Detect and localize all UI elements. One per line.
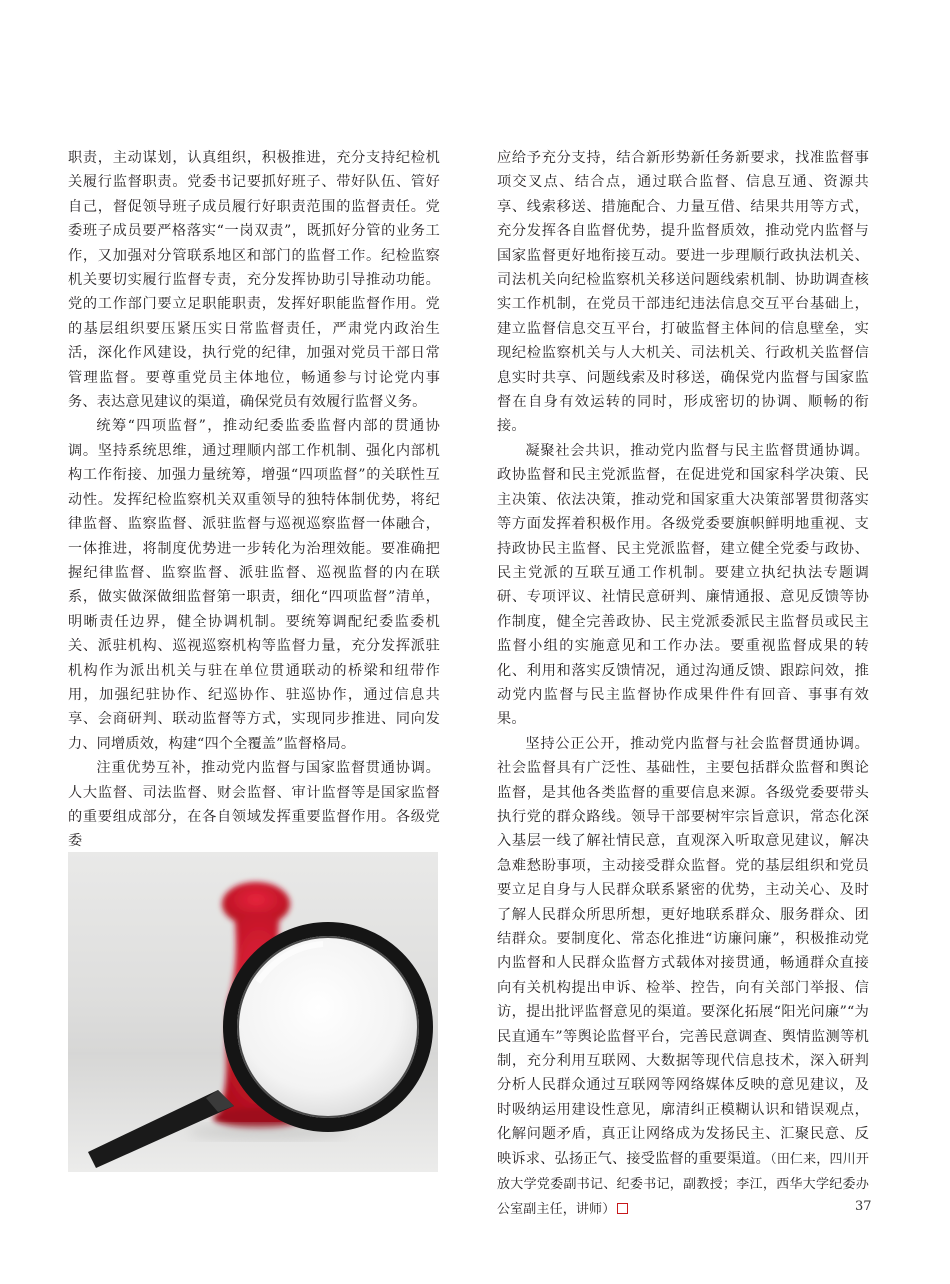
page-number: 37 <box>855 1199 872 1214</box>
paragraph-text: 坚持公正公开，推动党内监督与社会监督贯通协调。社会监督具有广泛性、基础性，主要包括群众监督和舆论监督，是其他各类监督的重要信息来源。各级党委要带头执行党的群众路线。领导干部要树牢宗旨意识，常态化深入基层一线了解社情民意，直观深入听取意见建议，解决急难愁盼事项，主动接受群众监督。党的基层组织和党员要立足自身与人民群众联系紧密的优势，主动关心、及时了解人民群众所思所想，更好地联系群众、服务群众、团结群众。要制度化、常态化推进“访廉问廉”，积极推动党内监督和人民群众监督方式载体对接贯通，畅通群众直接向有关机构提出申诉、检举、控告，向有关部门举报、信访，提出批评监督意见的渠道。要深化拓展“阳光问廉”“为民直通车”等舆论监督平台，完善民意调查、舆情监测等机制，充分利用互联网、大数据等现代信息技术，深入研判分析人民群众通过互联网等网络媒体反映的意见建议，及时吸纳运用建设性意见，廓清纠正模糊认识和错误观点，化解问题矛盾，真正让网络成为发扬民主、汇聚民意、反映诉求、弘扬正气、接受监督的重要渠道。 <box>497 735 869 1167</box>
author-note: （田仁来，四川开放大学党委副书记、纪委书记，副教授；李江，西华大学纪委办公室副主任，讲师） <box>497 1151 869 1218</box>
right-column <box>497 146 869 1223</box>
paragraph: 注重优势互补，推动党内监督与国家监督贯通协调。人大监督、司法监督、财会监督、审计监督等是国家监督的重要组成部分，在各自领域发挥重要监督作用。各级党委 <box>68 760 440 850</box>
paragraph: 应给予充分支持，结合新形势新任务新要求，找准监督事项交叉点、结合点，通过联合监督、信息互通、资源共享、线索移送、措施配合、力量互借、结果共用等方式，充分发挥各自监督优势，提升监督质效，推动党内监督与国家监督更好地衔接互动。要进一步理顺行政执法机关、司法机关向纪检监察机关移送问题线索机制、协助调查核实工作机制，在党员干部违纪违法信息交互平台基础上，建立监督信息交互平台，打破监督主体间的信息壁垒，实现纪检监察机关与人大机关、司法机关、行政机关监督信息实时共享、问题线索及时移送，确保党内监督与国家监督在自身有效运转的同时，形成密切的协调、顺畅的衔接。 <box>497 150 869 435</box>
paragraph: 统筹“四项监督”，推动纪委监委监督内部的贯通协调。坚持系统思维，通过理顺内部工作机制、强化内部机构工作衔接、加强力量统筹，增强“四项监督”的关联性互动性。发挥纪检监察机关双重领导的独特体制优势，将纪律监督、监察监督、派驻监督与巡视巡察监督一体融合，一体推进，将制度优势进一步转化为治理效能。要准确把握纪律监督、监察监督、派驻监督、巡视监督的内在联系，做实做深做细监督第一职责，细化“四项监督”清单，明晰责任边界，健全协调机制。要统筹调配纪委监委机关、派驻机构、巡视巡察机构等监督力量，充分发挥派驻机构作为派出机关与驻在单位贯通联动的桥梁和纽带作用，加强纪驻协作、纪巡协作、驻巡协作，通过信息共享、会商研判、联动监督等方式，实现同步推进、同向发力、同增质效，构建“四个全覆盖”监督格局。 <box>68 418 440 752</box>
left-column <box>68 146 440 854</box>
paragraph: 职责，主动谋划，认真组织，积极推进，充分支持纪检机关履行监督职责。党委书记要抓好班子、带好队伍、管好自己，督促领导班子成员履行好职责范围的监督责任。党委班子成员要严格落实“一岗双责”，既抓好分管的业务工作，又加强对分管联系地区和部门的监督工作。纪检监察机关要切实履行监督专责，充分发挥协助引导推动功能。党的工作部门要立足职能职责，发挥好职能监督作用。党的基层组织要压紧压实日常监督责任，严肃党内政治生活，深化作风建设，执行党的纪律，加强对党员干部日常管理监督。要尊重党员主体地位，畅通参与讨论党内事务、表达意见建议的渠道，确保党员有效履行监督义务。 <box>68 150 440 411</box>
end-of-article-icon <box>617 1203 628 1214</box>
paragraph: 凝聚社会共识，推动党内监督与民主监督贯通协调。政协监督和民主党派监督，在促进党和国家科学决策、民主决策、依法决策，推动党和国家重大决策部署贯彻落实等方面发挥着积极作用。各级党委要旗帜鲜明地重视、支持政协民主监督、民主党派监督，建立健全党委与政协、民主党派的互联互通工作机制。要建立执纪执法专题调研、专项评议、社情民意研判、廉情通报、意见反馈等协作制度，健全完善政协、民主党派委派民主监督员或民主监督小组的实施意见和工作办法。要重视监督成果的转化、利用和落实反馈情况，通过沟通反馈、跟踪问效，推动党内监督与民主监督协作成果件件有回音、事事有效果。 <box>497 442 869 728</box>
magnifier-stamp-image <box>68 852 438 1172</box>
illustration-photo <box>68 852 438 1172</box>
paragraph <box>497 732 869 1223</box>
